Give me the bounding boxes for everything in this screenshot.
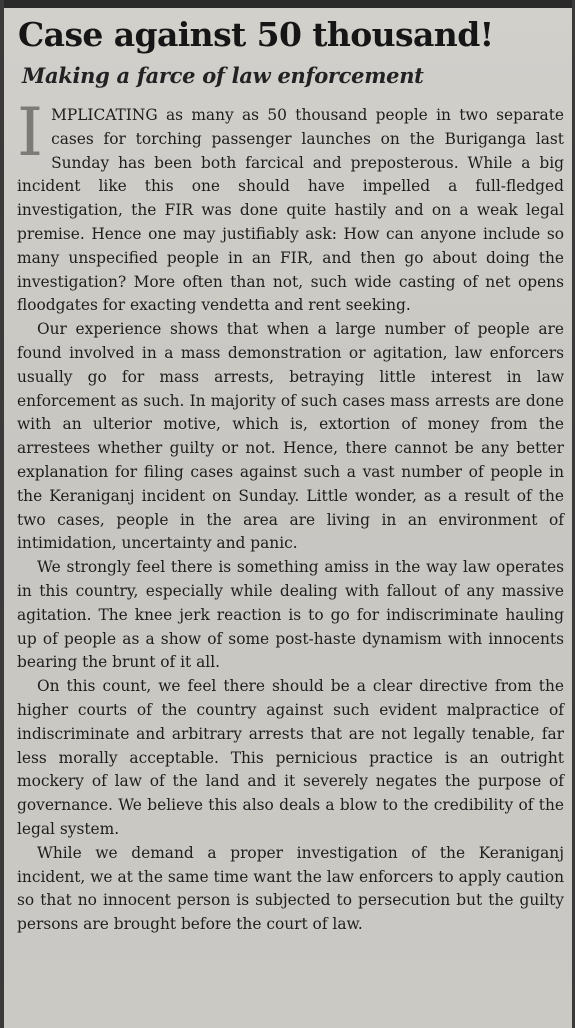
paragraph-1-text: MPLICATING as many as 50 thousand people in two separate cases for torching passenger launches on the Buriganga last Sunday has been both farcical and preposterous. While a big incident like this one should have impelled a full-fledged investigation, the FIR was done quite hastily and on a weak legal premise. Hence one may justifiably ask: How can anyone include so many unspecified people in an FIR, and then go about doing the investigation? More often than not, such wide casting of net opens floodgates for exacting vendetta and rent seeking. [17,106,564,315]
paragraph-2: Our experience shows that when a large number of people are found involved in a mass demonstration or agitation, law enforcers usually go for mass arrests, betraying little interest in law enforcement as such. In majority of such cases mass arrests are done with an ulterior motive, which is, extortion of money from the arrestees whether guilty or not. Hence, there cannot be any better explanation for filing cases against such a vast number of people in the Keraniganj incident on Sunday. Little wonder, as a result of the two cases, people in the area are living in an environment of intimidation, uncertainty and panic. [17,320,564,553]
paragraph-5: While we demand a proper investigation of the Keraniganj incident, we at the same time want the law enforcers to apply caution so that no innocent person is subjected to persecution but the guilty persons are brought before the court of law. [17,843,564,934]
paragraph-4: On this count, we feel there should be a clear directive from the higher courts of the country against such evident malpractice of indiscriminate and arbitrary arrests that are not legally tenable, far less morally acceptable. This pernicious practice is an outright mockery of law of the land and it severely negates the purpose of governance. We believe this also deals a blow to the credibility of the legal system. [17,677,564,838]
headline: Case against 50 thousand! [18,15,494,54]
paragraph-1 [17,94,564,318]
top-border-rule [0,0,575,8]
article-body [17,94,564,937]
paragraph-3: We strongly feel there is something amiss in the way law operates in this country, especially while dealing with fallout of any massive agitation. The knee jerk reaction is to go for indiscriminate hauling up of people as a show of some post-haste dynamism with innocents bearing the brunt of it all. [17,558,564,672]
left-border-rule [0,0,4,1028]
drop-cap: I [17,94,44,171]
subheadline: Making a farce of law enforcement [22,63,424,88]
